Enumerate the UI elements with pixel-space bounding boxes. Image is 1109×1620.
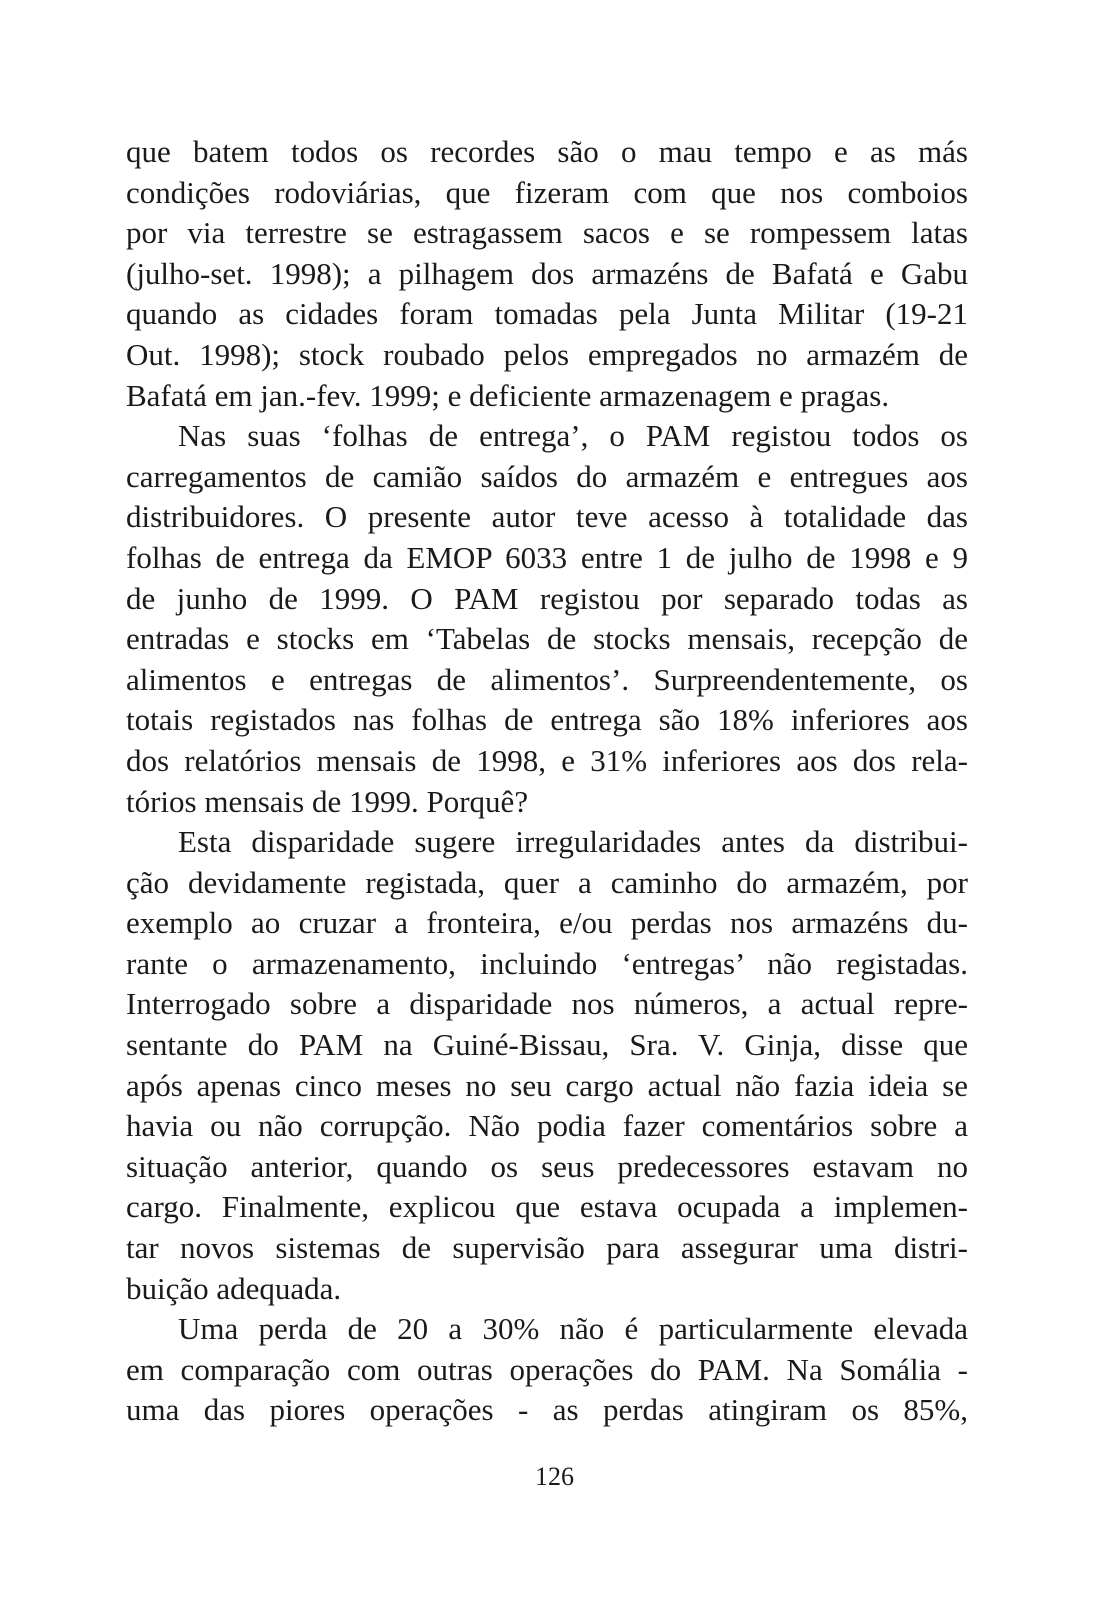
text-line: que batem todos os recordes são o mau tempo e as más — [126, 134, 968, 169]
text-line: Out. 1998); stock roubado pelos empregados no armazém de — [126, 336, 968, 372]
text-line: condições rodoviárias, que fizeram com que nos comboios — [126, 174, 968, 210]
text-line: Uma perda de 20 a 30% não é particularmente elevada — [178, 1311, 968, 1347]
text-line: Esta disparidade sugere irregularidades antes da distribui- — [178, 824, 968, 860]
text-line: distribuidores. O presente autor teve acesso à totalidade das — [126, 499, 968, 535]
text-line: situação anterior, quando os seus predecessores estavam no — [126, 1148, 968, 1184]
text-line: tar novos sistemas de supervisão para assegurar uma distri- — [126, 1230, 968, 1266]
text-line: (julho-set. 1998); a pilhagem dos armazéns de Bafatá e Gabu — [126, 255, 968, 291]
text-line: totais registados nas folhas de entrega são 18% inferiores aos — [126, 702, 968, 738]
text-line: Interrogado sobre a disparidade nos números, a actual repre- — [126, 986, 968, 1022]
text-line: entradas e stocks em ‘Tabelas de stocks mensais, recepção de — [126, 621, 968, 657]
text-line: sentante do PAM na Guiné-Bissau, Sra. V. Ginja, disse que — [126, 1027, 968, 1063]
text-line: Nas suas ‘folhas de entrega’, o PAM registou todos os — [178, 418, 968, 454]
text-line: de junho de 1999. O PAM registou por separado todas as — [126, 580, 968, 616]
text-line: cargo. Finalmente, explicou que estava ocupada a implemen- — [126, 1189, 968, 1225]
text-line: havia ou não corrupção. Não podia fazer comentários sobre a — [126, 1108, 968, 1144]
text-line: carregamentos de camião saídos do armazém e entregues aos — [126, 458, 968, 494]
text-line: alimentos e entregas de alimentos’. Surpreendentemente, os — [126, 661, 968, 697]
text-line: uma das piores operações - as perdas atingiram os 85%, — [126, 1392, 968, 1428]
text-line: tórios mensais de 1999. Porquê? — [126, 783, 529, 819]
body-text — [126, 132, 968, 1431]
text-line: dos relatórios mensais de 1998, e 31% inferiores aos dos rela- — [126, 742, 968, 778]
text-line: rante o armazenamento, incluindo ‘entregas’ não registadas. — [126, 945, 968, 981]
text-line: quando as cidades foram tomadas pela Junta Militar (19-21 — [126, 296, 968, 332]
text-line: folhas de entrega da EMOP 6033 entre 1 de julho de 1998 e 9 — [126, 539, 968, 575]
text-line: após apenas cinco meses no seu cargo actual não fazia ideia se — [126, 1067, 968, 1103]
text-line: exemplo ao cruzar a fronteira, e/ou perdas nos armazéns du- — [126, 905, 968, 941]
text-line: Bafatá em jan.-fev. 1999; e deficiente armazenagem e pragas. — [126, 377, 890, 413]
text-line: buição adequada. — [126, 1270, 342, 1306]
text-line: em comparação com outras operações do PAM. Na Somália - — [126, 1351, 968, 1387]
text-line: por via terrestre se estragassem sacos e se rompessem latas — [126, 215, 968, 251]
page-number: 126 — [535, 1462, 574, 1491]
text-line: ção devidamente registada, quer a caminho do armazém, por — [126, 864, 968, 900]
